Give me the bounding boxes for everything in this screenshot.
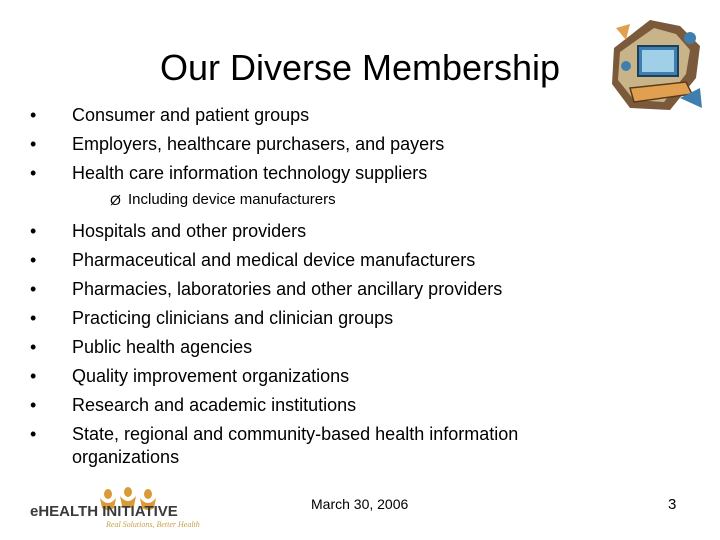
bullet-marker: • [30, 105, 37, 125]
list-item [28, 333, 648, 362]
list-item [28, 101, 648, 130]
list-item [28, 420, 648, 469]
sub-list-item [110, 188, 648, 212]
bullet-text: Employers, healthcare purchasers, and payers [72, 134, 445, 154]
slide-title: Our Diverse Membership [159, 47, 561, 88]
computer-clipart-icon [610, 18, 706, 114]
bullet-marker: • [30, 337, 37, 357]
bullet-text: Research and academic institutions [72, 395, 357, 415]
logo-tagline: Real Solutions, Better Health [106, 520, 200, 529]
bullet-marker: • [30, 308, 37, 328]
list-item [28, 130, 648, 159]
bullet-text: Public health agencies [72, 337, 253, 357]
page-number: 3 [668, 496, 677, 513]
ehealth-initiative-logo [30, 484, 230, 530]
list-item [28, 246, 648, 275]
list-item [28, 275, 648, 304]
bullet-marker: • [30, 366, 37, 386]
bullet-text: Health care information technology suppliers [72, 163, 428, 183]
list-item [28, 362, 648, 391]
bullet-text-line: State, regional and community-based health information [72, 424, 519, 444]
bullet-marker: • [30, 279, 37, 299]
bullet-text [72, 420, 648, 469]
bullet-marker: • [30, 395, 37, 415]
bullet-marker: • [30, 134, 37, 154]
bullet-marker: • [30, 221, 37, 241]
arrow-bullet-icon: Ø [110, 192, 121, 208]
bullet-text: Practicing clinicians and clinician groups [72, 308, 394, 328]
sub-bullet-text: Including device manufacturers [128, 191, 336, 208]
list-item [28, 304, 648, 333]
bullet-marker: • [30, 250, 37, 270]
list-item [28, 391, 648, 420]
bullet-marker: • [30, 424, 37, 444]
bullet-marker: • [30, 163, 37, 183]
bullet-text: Pharmacies, laboratories and other ancillary providers [72, 279, 503, 299]
bullet-text-line: organizations [72, 447, 180, 467]
bullet-list [28, 101, 648, 469]
logo-text: eHEALTH INITIATIVE [30, 503, 178, 520]
list-item [28, 217, 648, 246]
footer-date: March 30, 2006 [311, 496, 409, 512]
bullet-text: Consumer and patient groups [72, 105, 310, 125]
bullet-text: Quality improvement organizations [72, 366, 350, 386]
bullet-text: Pharmaceutical and medical device manufacturers [72, 250, 476, 270]
list-item [28, 159, 648, 188]
bullet-text: Hospitals and other providers [72, 221, 307, 241]
